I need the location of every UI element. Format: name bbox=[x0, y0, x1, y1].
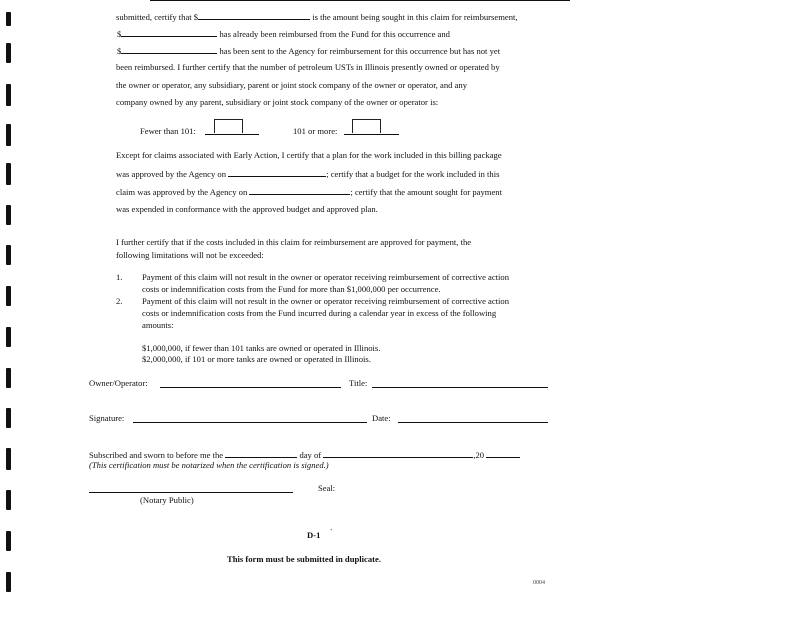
binding-mark bbox=[6, 448, 11, 470]
limit-item-line: costs or indemnification costs from the Fund for more than $1,000,000 per occurrence. bbox=[142, 284, 441, 294]
title-field[interactable] bbox=[372, 387, 548, 388]
limit-item-number: 2. bbox=[116, 296, 123, 306]
plan-line-4: was expended in conformance with the approved budget and approved plan. bbox=[116, 204, 378, 214]
notarization-note: (This certification must be notarized when the certification is signed.) bbox=[89, 460, 329, 470]
sworn-text: Subscribed and sworn to before me the bbox=[89, 450, 224, 460]
limit-amount-2: $2,000,000, if 101 or more tanks are owned or operated in Illinois. bbox=[142, 354, 371, 364]
date-label: Date: bbox=[372, 413, 391, 423]
sworn-month-field[interactable] bbox=[323, 449, 473, 458]
plan-text: claim was approved by the Agency on bbox=[116, 187, 248, 197]
stray-tick: ` bbox=[330, 527, 333, 537]
limit-item-line: Payment of this claim will not result in the owner or operator receiving reimbursement of corrective action bbox=[142, 296, 510, 306]
limit-item-line: costs or indemnification costs from the Fund incurred during a calendar year in excess of the following bbox=[142, 308, 497, 318]
page-id: D-1 bbox=[307, 530, 321, 540]
plan-line-1: Except for claims associated with Early Action, I certify that a plan for the work included in this billing package bbox=[116, 150, 502, 160]
sworn-line bbox=[89, 449, 520, 460]
fewer-than-101-checkbox[interactable] bbox=[214, 119, 243, 133]
plan-line-2 bbox=[116, 168, 499, 179]
seal-label: Seal: bbox=[318, 483, 336, 493]
intro-line-2 bbox=[117, 28, 450, 39]
binding-mark bbox=[6, 12, 11, 26]
intro-line-3 bbox=[117, 45, 500, 56]
101-or-more-label: 101 or more: bbox=[293, 126, 338, 136]
plan-text: ; certify that the amount sought for payment bbox=[350, 187, 502, 197]
intro-text: has already been reimbursed from the Fund for this occurrence and bbox=[219, 29, 450, 39]
signature-field[interactable] bbox=[133, 422, 367, 423]
title-label: Title: bbox=[349, 378, 368, 388]
date-field[interactable] bbox=[398, 422, 548, 423]
fewer-than-101-label: Fewer than 101: bbox=[140, 126, 196, 136]
sworn-year-field[interactable] bbox=[486, 449, 520, 458]
101-or-more-checkbox[interactable] bbox=[352, 119, 381, 133]
binding-mark bbox=[6, 205, 11, 225]
binding-mark bbox=[6, 124, 11, 146]
intro-text: has been sent to the Agency for reimbursement for this occurrence but has not yet bbox=[219, 46, 501, 56]
budget-approval-date-field[interactable] bbox=[249, 186, 350, 195]
owner-operator-label: Owner/Operator: bbox=[89, 378, 148, 388]
intro-line-5: the owner or operator, any subsidiary, parent or joint stock company of the owner or operator, and any bbox=[116, 80, 467, 90]
binding-mark bbox=[6, 163, 11, 185]
dollar-sign: $ bbox=[117, 29, 122, 39]
plan-approval-date-field[interactable] bbox=[228, 168, 326, 177]
binding-mark bbox=[6, 531, 11, 551]
limit-amount-1: $1,000,000, if fewer than 101 tanks are owned or operated in Illinois. bbox=[142, 343, 381, 353]
amount-reimbursed-field[interactable] bbox=[121, 28, 217, 37]
limit-item-line: Payment of this claim will not result in the owner or operator receiving reimbursement of corrective action bbox=[142, 272, 510, 282]
duplicate-note: This form must be submitted in duplicate. bbox=[227, 554, 381, 564]
amount-sought-field[interactable] bbox=[198, 11, 310, 20]
limits-line-2: following limitations will not be exceeded: bbox=[116, 250, 264, 260]
binding-mark bbox=[6, 43, 11, 63]
binding-mark bbox=[6, 408, 11, 428]
notary-signature-field[interactable] bbox=[89, 492, 293, 493]
intro-line-6: company owned by any parent, subsidiary or joint stock company of the owner or operator is: bbox=[116, 97, 439, 107]
binding-mark bbox=[6, 490, 11, 510]
intro-line-4: been reimbursed. I further certify that the number of petroleum USTs in Illinois presently owned or operated by bbox=[116, 62, 500, 72]
fewer-than-101-line bbox=[205, 134, 259, 135]
limit-item-line: amounts: bbox=[142, 320, 174, 330]
intro-text: submitted, certify that $ bbox=[116, 12, 199, 22]
sworn-text: day of bbox=[299, 450, 322, 460]
sworn-text: ,20 bbox=[473, 450, 485, 460]
limit-item-number: 1. bbox=[116, 272, 123, 282]
101-or-more-line bbox=[344, 134, 399, 135]
sworn-day-field[interactable] bbox=[225, 449, 297, 458]
binding-mark bbox=[6, 368, 11, 388]
binding-mark bbox=[6, 286, 11, 306]
intro-line-1 bbox=[116, 11, 518, 22]
owner-operator-field[interactable] bbox=[160, 387, 341, 388]
notary-public-label: (Notary Public) bbox=[140, 495, 194, 505]
binding-mark bbox=[6, 245, 11, 265]
amount-pending-field[interactable] bbox=[121, 45, 217, 54]
signature-label: Signature: bbox=[89, 413, 125, 423]
limits-line-1: I further certify that if the costs included in this claim for reimbursement are approved for payment, the bbox=[116, 237, 472, 247]
binding-mark bbox=[6, 327, 11, 347]
plan-text: ; certify that a budget for the work included in this bbox=[326, 169, 500, 179]
plan-text: was approved by the Agency on bbox=[116, 169, 227, 179]
binding-mark bbox=[6, 572, 11, 592]
binding-mark bbox=[6, 84, 11, 106]
page-top-rule bbox=[150, 0, 570, 1]
page-stamp: 0004 bbox=[533, 580, 545, 586]
dollar-sign: $ bbox=[117, 46, 122, 56]
plan-line-3 bbox=[116, 186, 502, 197]
intro-text: is the amount being sought in this claim for reimbursement, bbox=[312, 12, 518, 22]
